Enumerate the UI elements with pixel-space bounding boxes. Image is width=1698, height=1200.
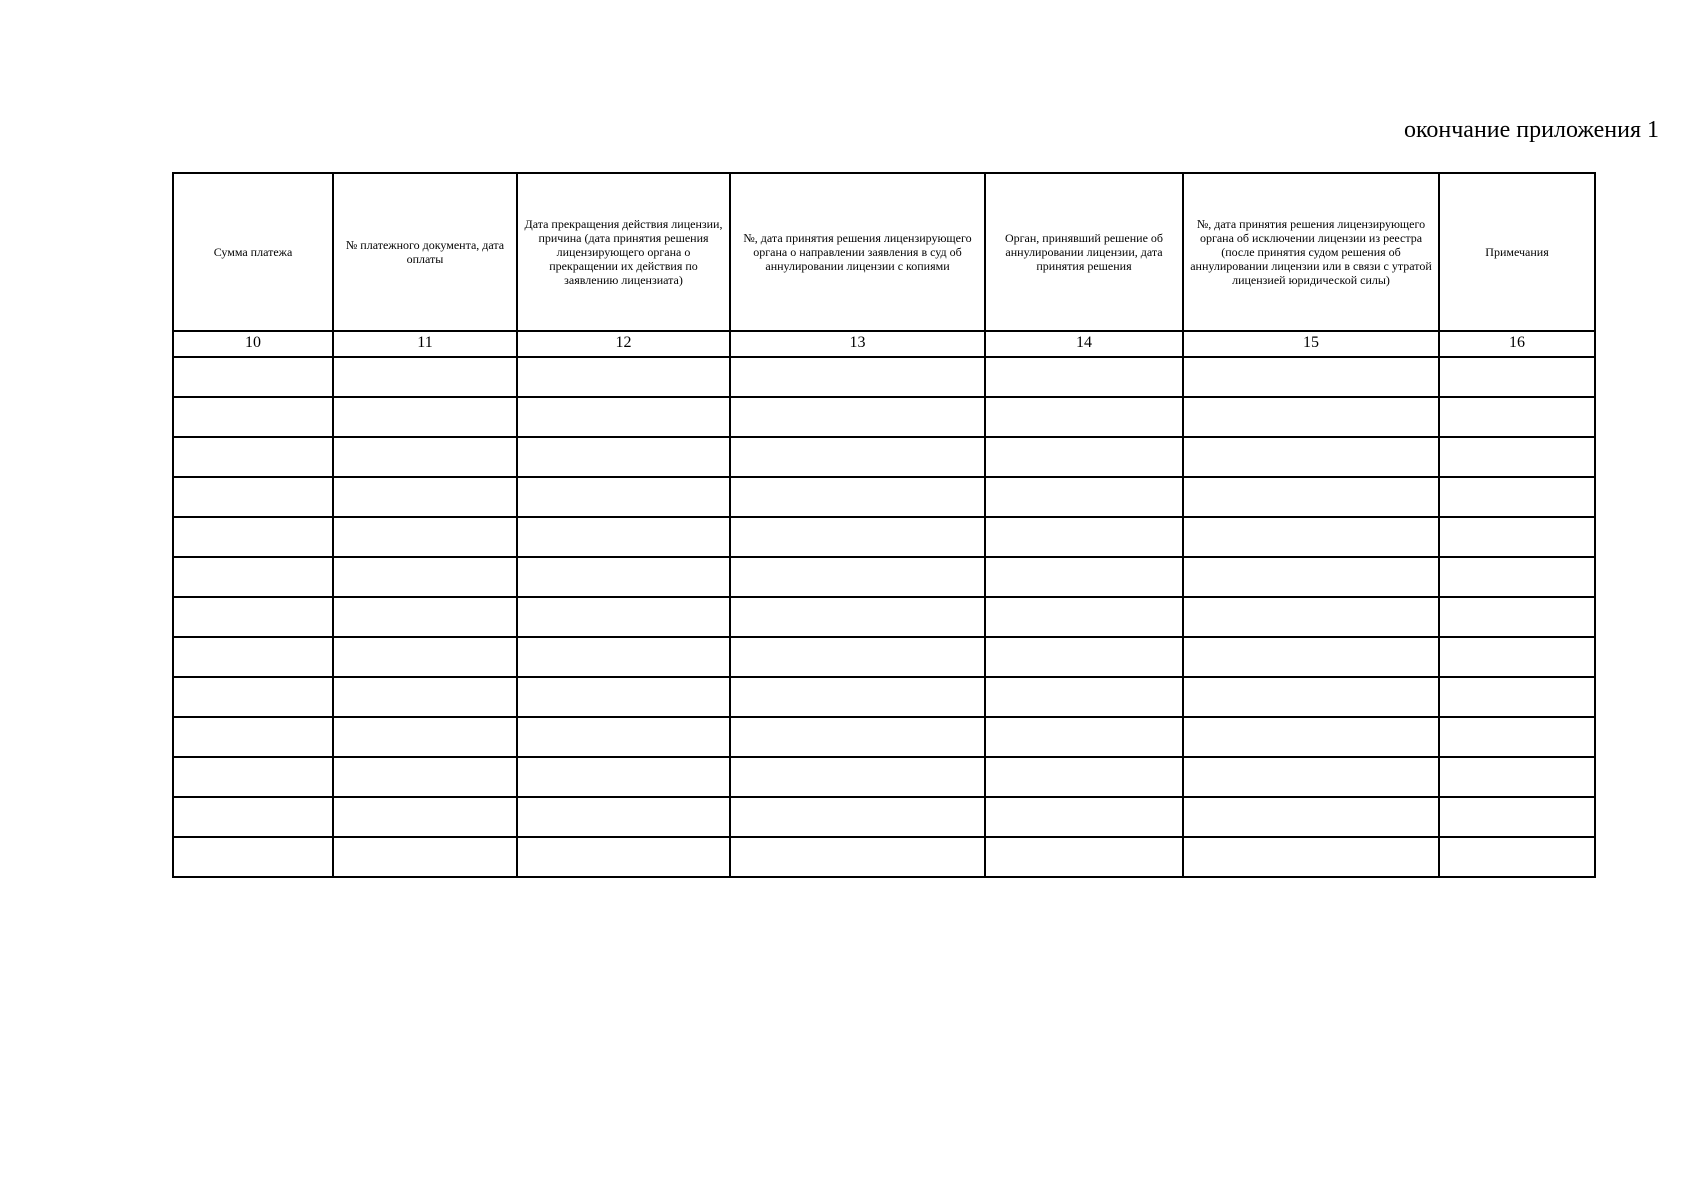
table-cell <box>173 437 333 477</box>
table-cell <box>173 837 333 877</box>
table-row <box>173 757 1595 797</box>
table-cell <box>985 597 1183 637</box>
table-cell <box>173 357 333 397</box>
register-table <box>172 172 1596 878</box>
table-cell <box>333 517 517 557</box>
table-row <box>173 477 1595 517</box>
column-number: 15 <box>1183 331 1439 357</box>
header-row <box>173 173 1595 331</box>
column-number-row <box>173 331 1595 357</box>
table-cell <box>517 677 730 717</box>
table-cell <box>1439 437 1595 477</box>
table-cell <box>1183 597 1439 637</box>
table-row <box>173 837 1595 877</box>
column-number: 10 <box>173 331 333 357</box>
table-cell <box>1183 637 1439 677</box>
header-cell: Орган, принявший решение об аннулировании лицензии, дата принятия решения <box>985 173 1183 331</box>
table-cell <box>173 597 333 637</box>
table-cell <box>1439 637 1595 677</box>
table-cell <box>985 797 1183 837</box>
table-cell <box>985 397 1183 437</box>
table-cell <box>173 397 333 437</box>
table-cell <box>333 597 517 637</box>
table-cell <box>173 757 333 797</box>
table-cell <box>517 597 730 637</box>
table-cell <box>730 357 985 397</box>
header-cell: № платежного документа, дата оплаты <box>333 173 517 331</box>
table-cell <box>1439 357 1595 397</box>
table-cell <box>333 717 517 757</box>
table-cell <box>333 677 517 717</box>
table-cell <box>730 717 985 757</box>
column-number: 14 <box>985 331 1183 357</box>
header-cell: №, дата принятия решения лицензирующего органа об исключении лицензии из реестра (после принятия судом решения об аннулировании лицензии или в связи с утратой лицензией юридической силы) <box>1183 173 1439 331</box>
table-cell <box>333 477 517 517</box>
table-cell <box>517 357 730 397</box>
table-cell <box>1183 517 1439 557</box>
table-cell <box>730 677 985 717</box>
table-cell <box>1183 677 1439 717</box>
table-row <box>173 637 1595 677</box>
page-caption: окончание приложения 1 <box>1403 117 1659 143</box>
table-cell <box>1183 557 1439 597</box>
table-cell <box>730 397 985 437</box>
table-cell <box>1183 397 1439 437</box>
table-cell <box>730 477 985 517</box>
table-cell <box>1439 477 1595 517</box>
table-cell <box>985 557 1183 597</box>
table-cell <box>517 757 730 797</box>
table-row <box>173 437 1595 477</box>
table-cell <box>1439 397 1595 437</box>
table-cell <box>517 797 730 837</box>
table-row <box>173 717 1595 757</box>
table-cell <box>333 797 517 837</box>
table-cell <box>730 517 985 557</box>
table-cell <box>985 437 1183 477</box>
table-cell <box>1439 797 1595 837</box>
table-cell <box>1183 757 1439 797</box>
table-cell <box>333 837 517 877</box>
table-row <box>173 597 1595 637</box>
table-cell <box>985 757 1183 797</box>
header-cell: №, дата принятия решения лицензирующего органа о направлении заявления в суд об аннулировании лицензии с копиями <box>730 173 985 331</box>
table-cell <box>730 557 985 597</box>
table-cell <box>985 637 1183 677</box>
table-row <box>173 357 1595 397</box>
table-cell <box>173 677 333 717</box>
table-cell <box>1183 717 1439 757</box>
column-number: 12 <box>517 331 730 357</box>
column-number: 11 <box>333 331 517 357</box>
table-cell <box>517 437 730 477</box>
table-cell <box>1183 357 1439 397</box>
table-cell <box>1439 837 1595 877</box>
table-cell <box>333 757 517 797</box>
table-cell <box>333 557 517 597</box>
table-cell <box>730 437 985 477</box>
table-cell <box>1183 837 1439 877</box>
table-cell <box>517 397 730 437</box>
table-cell <box>985 677 1183 717</box>
table-cell <box>517 717 730 757</box>
table-cell <box>1439 717 1595 757</box>
table-cell <box>173 797 333 837</box>
table-cell <box>730 797 985 837</box>
table-cell <box>333 637 517 677</box>
table-cell <box>730 837 985 877</box>
table-cell <box>517 557 730 597</box>
table-cell <box>517 837 730 877</box>
table-cell <box>1439 517 1595 557</box>
table-cell <box>173 717 333 757</box>
table-cell <box>985 517 1183 557</box>
table-cell <box>1183 477 1439 517</box>
table-cell <box>333 397 517 437</box>
table-cell <box>985 357 1183 397</box>
table-cell <box>1183 437 1439 477</box>
table-cell <box>173 477 333 517</box>
table-row <box>173 397 1595 437</box>
table-body <box>173 357 1595 877</box>
table-row <box>173 677 1595 717</box>
table-cell <box>333 357 517 397</box>
table-cell <box>985 477 1183 517</box>
table-cell <box>730 637 985 677</box>
table-row <box>173 557 1595 597</box>
table-cell <box>1439 597 1595 637</box>
table-cell <box>1439 677 1595 717</box>
table-cell <box>517 517 730 557</box>
table-cell <box>730 597 985 637</box>
table-cell <box>730 757 985 797</box>
table-cell <box>333 437 517 477</box>
table-cell <box>173 557 333 597</box>
table-row <box>173 797 1595 837</box>
header-cell: Примечания <box>1439 173 1595 331</box>
table-cell <box>1439 757 1595 797</box>
table-row <box>173 517 1595 557</box>
header-cell: Сумма платежа <box>173 173 333 331</box>
table-cell <box>173 517 333 557</box>
table-cell <box>985 717 1183 757</box>
column-number: 16 <box>1439 331 1595 357</box>
column-number: 13 <box>730 331 985 357</box>
table-cell <box>517 637 730 677</box>
table-cell <box>985 837 1183 877</box>
table-cell <box>173 637 333 677</box>
table-cell <box>1183 797 1439 837</box>
table-cell <box>517 477 730 517</box>
table-cell <box>1439 557 1595 597</box>
header-cell: Дата прекращения действия лицензии, причина (дата принятия решения лицензирующего органа о прекращении их действия по заявлению лицензиата) <box>517 173 730 331</box>
